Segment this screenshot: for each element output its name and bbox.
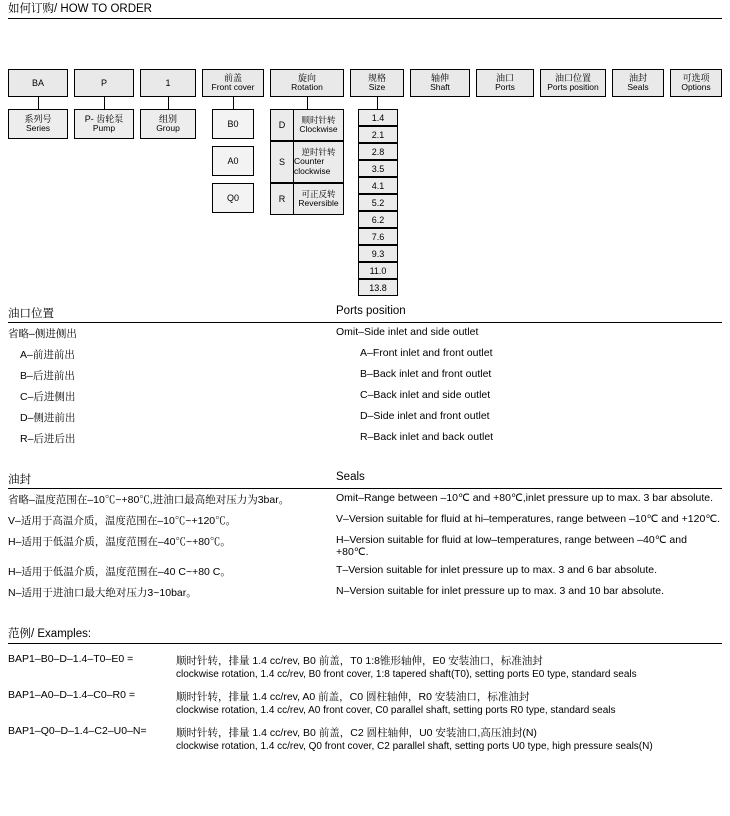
seals-cn: H–适用于低温介质，温度范围在–40℃~+80℃。	[8, 536, 231, 548]
size-option: 11.0	[358, 262, 398, 279]
code-cell-label-cn: 油封	[628, 72, 647, 83]
size-option: 4.1	[358, 177, 398, 194]
size-option: 13.8	[358, 279, 398, 296]
rotation-option-text	[294, 142, 343, 182]
connector-line	[233, 97, 234, 109]
size-option: 6.2	[358, 211, 398, 228]
size-option: 2.1	[358, 126, 398, 143]
front-cover-option-label: B0	[227, 118, 239, 129]
code-cell-label-cn: 旋向	[297, 72, 316, 83]
rotation-option-en: Clockwise	[299, 124, 338, 134]
ports-position-block	[0, 305, 730, 449]
code-cell-label: P	[100, 77, 107, 88]
code-cell-label-en: Pump	[92, 123, 116, 134]
ports-position-en: B–Back inlet and front outlet	[360, 368, 492, 380]
rotation-option-text	[294, 110, 343, 140]
seals-en: Omit–Range between –10℃ and +80℃,inlet pressure up to max. 3 bar absolute.	[336, 492, 714, 504]
order-code-diagram	[0, 27, 730, 293]
size-option: 5.2	[358, 194, 398, 211]
code-cell-series-desc	[8, 109, 68, 139]
ports-position-title-cn: 油口位置	[8, 308, 54, 320]
seals-en: V–Version suitable for fluid at hi–temperatures, range between –10℃ and +120℃.	[336, 513, 721, 525]
ports-position-en: A–Front inlet and front outlet	[360, 347, 493, 359]
code-cell-pump-desc	[74, 109, 134, 139]
size-option: 2.8	[358, 143, 398, 160]
code-cell-size	[350, 69, 404, 97]
code-cell-label-en: Options	[681, 82, 711, 93]
examples-divider	[8, 643, 722, 644]
rotation-option-en: Reversible	[298, 198, 339, 208]
example-desc-cn: 顺时针转，排量 1.4 cc/rev, B0 前盖，C2 圆柱轴伸，U0 安装油口,高压油封(N)	[176, 727, 537, 739]
size-option: 9.3	[358, 245, 398, 262]
seals-row	[0, 561, 730, 582]
examples-title: 范例/ Examples:	[8, 628, 92, 640]
code-cell-seals	[612, 69, 664, 97]
rotation-option-s	[270, 141, 344, 183]
ports-position-row	[0, 428, 730, 449]
code-cell-shaft	[410, 69, 470, 97]
example-desc-cn: 顺时针转，排量 1.4 cc/rev, A0 前盖，C0 圆柱轴伸，R0 安装油口，标准油封	[176, 691, 530, 703]
code-cell-label-en: Group	[156, 123, 180, 134]
code-cell-label-cn: P- 齿轮泵	[84, 113, 124, 124]
examples-block	[0, 625, 730, 752]
code-cell-label-cn: 规格	[367, 72, 386, 83]
code-cell-front-cover	[202, 69, 264, 97]
connector-line	[307, 97, 308, 109]
header-divider	[8, 18, 722, 19]
ports-position-en: R–Back inlet and back outlet	[360, 431, 494, 443]
ports-position-cn: B–后进前出	[20, 370, 75, 382]
rotation-option-cn: 顺时针转	[301, 114, 336, 125]
connector-line	[38, 97, 39, 109]
ports-position-en: Omit–Side inlet and side outlet	[336, 326, 479, 338]
seals-row	[0, 510, 730, 531]
code-cell-label: 1	[165, 77, 171, 88]
front-cover-option-a0	[212, 146, 254, 176]
seals-cn: V–适用于高温介质，温度范围在–10℃~+120℃。	[8, 515, 237, 527]
code-cell-series	[8, 69, 68, 97]
ports-position-row	[0, 365, 730, 386]
code-cell-label-en: Rotation	[291, 82, 323, 93]
seals-row	[0, 489, 730, 510]
code-cell-options	[670, 69, 722, 97]
seals-header	[0, 471, 730, 488]
rotation-option-text	[294, 184, 343, 214]
seals-title-en: Seals	[336, 471, 365, 483]
code-cell-rotation	[270, 69, 344, 97]
ports-position-cn: R–后进后出	[20, 433, 76, 445]
size-option: 1.4	[358, 109, 398, 126]
seals-en: N–Version suitable for inlet pressure up to max. 3 and 10 bar absolute.	[336, 585, 665, 597]
ports-position-cn: D–侧进前出	[20, 412, 76, 424]
example-row	[0, 722, 730, 740]
seals-title-cn: 油封	[8, 474, 31, 486]
code-cell-label-cn: 轴伸	[430, 72, 449, 83]
ports-position-cn: 省略–侧进侧出	[8, 328, 77, 340]
connector-line	[104, 97, 105, 109]
code-cell-label: BA	[31, 77, 44, 88]
ports-position-header	[0, 305, 730, 322]
ports-position-row	[0, 344, 730, 365]
code-cell-label-en: Ports	[495, 82, 515, 93]
code-cell-label-en: Seals	[627, 82, 649, 93]
seals-row	[0, 582, 730, 603]
rotation-option-cn: 可正反转	[301, 188, 336, 199]
code-cell-label-cn: 油口	[495, 72, 514, 83]
size-option: 7.6	[358, 228, 398, 245]
example-code: BAP1–A0–D–1.4–C0–R0 =	[8, 689, 135, 701]
rotation-option-code: D	[271, 110, 294, 140]
code-cell-label-cn: 系列号	[24, 113, 52, 124]
code-cell-group-desc	[140, 109, 196, 139]
front-cover-option-label: Q0	[226, 192, 239, 203]
code-cell-pump	[74, 69, 134, 97]
front-cover-option-q0	[212, 183, 254, 213]
size-option: 3.5	[358, 160, 398, 177]
code-cell-label-cn: 组别	[158, 113, 177, 124]
rotation-option-d	[270, 109, 344, 141]
page-title: 如何订购/ HOW TO ORDER	[8, 3, 152, 15]
example-code: BAP1–Q0–D–1.4–C2–U0–N=	[8, 725, 147, 737]
seals-en: T–Version suitable for inlet pressure up to max. 3 and 6 bar absolute.	[336, 564, 658, 576]
seals-cn: H–适用于低温介质，温度范围在–40 C~+80 C。	[8, 566, 231, 578]
code-cell-ports-position	[540, 69, 606, 97]
code-cell-label-en: Size	[368, 82, 386, 93]
front-cover-option-label: A0	[227, 155, 239, 166]
rotation-option-r	[270, 183, 344, 215]
ports-position-cn: A–前进前出	[20, 349, 75, 361]
seals-cn: N–适用于进油口最大绝对压力3~10bar。	[8, 587, 197, 599]
front-cover-option-b0	[212, 109, 254, 139]
ports-position-row	[0, 323, 730, 344]
connector-line	[168, 97, 169, 109]
code-cell-label-en: Front cover	[211, 82, 255, 93]
example-row	[0, 650, 730, 668]
example-desc-en: clockwise rotation, 1.4 cc/rev, A0 front cover, C0 parallel shaft, setting ports R0 type, standard seals	[176, 705, 616, 716]
ports-position-row	[0, 386, 730, 407]
rotation-option-code: S	[271, 142, 294, 182]
example-row	[0, 686, 730, 704]
code-cell-label-en: Shaft	[430, 82, 450, 93]
seals-row	[0, 531, 730, 561]
example-code: BAP1–B0–D–1.4–T0–E0 =	[8, 653, 134, 665]
code-cell-label-en: Ports position	[547, 82, 599, 93]
ports-position-row	[0, 407, 730, 428]
seals-cn: 省略–温度范围在–10℃~+80℃,进油口最高绝对压力为3bar。	[8, 494, 290, 506]
code-cell-label-en: Series	[25, 123, 51, 134]
code-cell-label-cn: 可选项	[682, 72, 710, 83]
example-desc-en: clockwise rotation, 1.4 cc/rev, B0 front cover, 1:8 tapered shaft(T0), setting ports E0 type, standard seals	[176, 669, 637, 680]
code-cell-label-cn: 油口位置	[554, 72, 591, 83]
ports-position-en: D–Side inlet and front outlet	[360, 410, 490, 422]
connector-line	[377, 97, 378, 109]
ports-position-cn: C–后进侧出	[20, 391, 76, 403]
rotation-option-en: Counter clockwise	[294, 156, 331, 176]
rotation-option-cn: 逆时针转	[301, 146, 336, 157]
ports-position-en: C–Back inlet and side outlet	[360, 389, 491, 401]
code-cell-label-cn: 前盖	[223, 72, 242, 83]
seals-en: H–Version suitable for fluid at low–temperatures, range between –40℃ and +80℃.	[336, 534, 687, 558]
code-cell-group	[140, 69, 196, 97]
ports-position-title-en: Ports position	[336, 305, 406, 317]
rotation-option-code: R	[271, 184, 294, 214]
example-desc-cn: 顺时针转，排量 1.4 cc/rev, B0 前盖，T0 1:8锥形轴伸，E0 安装油口，标准油封	[176, 655, 543, 667]
seals-block	[0, 471, 730, 603]
example-desc-en: clockwise rotation, 1.4 cc/rev, Q0 front cover, C2 parallel shaft, setting ports U0 type, high pressure seals(N)	[176, 741, 653, 752]
code-cell-ports	[476, 69, 534, 97]
